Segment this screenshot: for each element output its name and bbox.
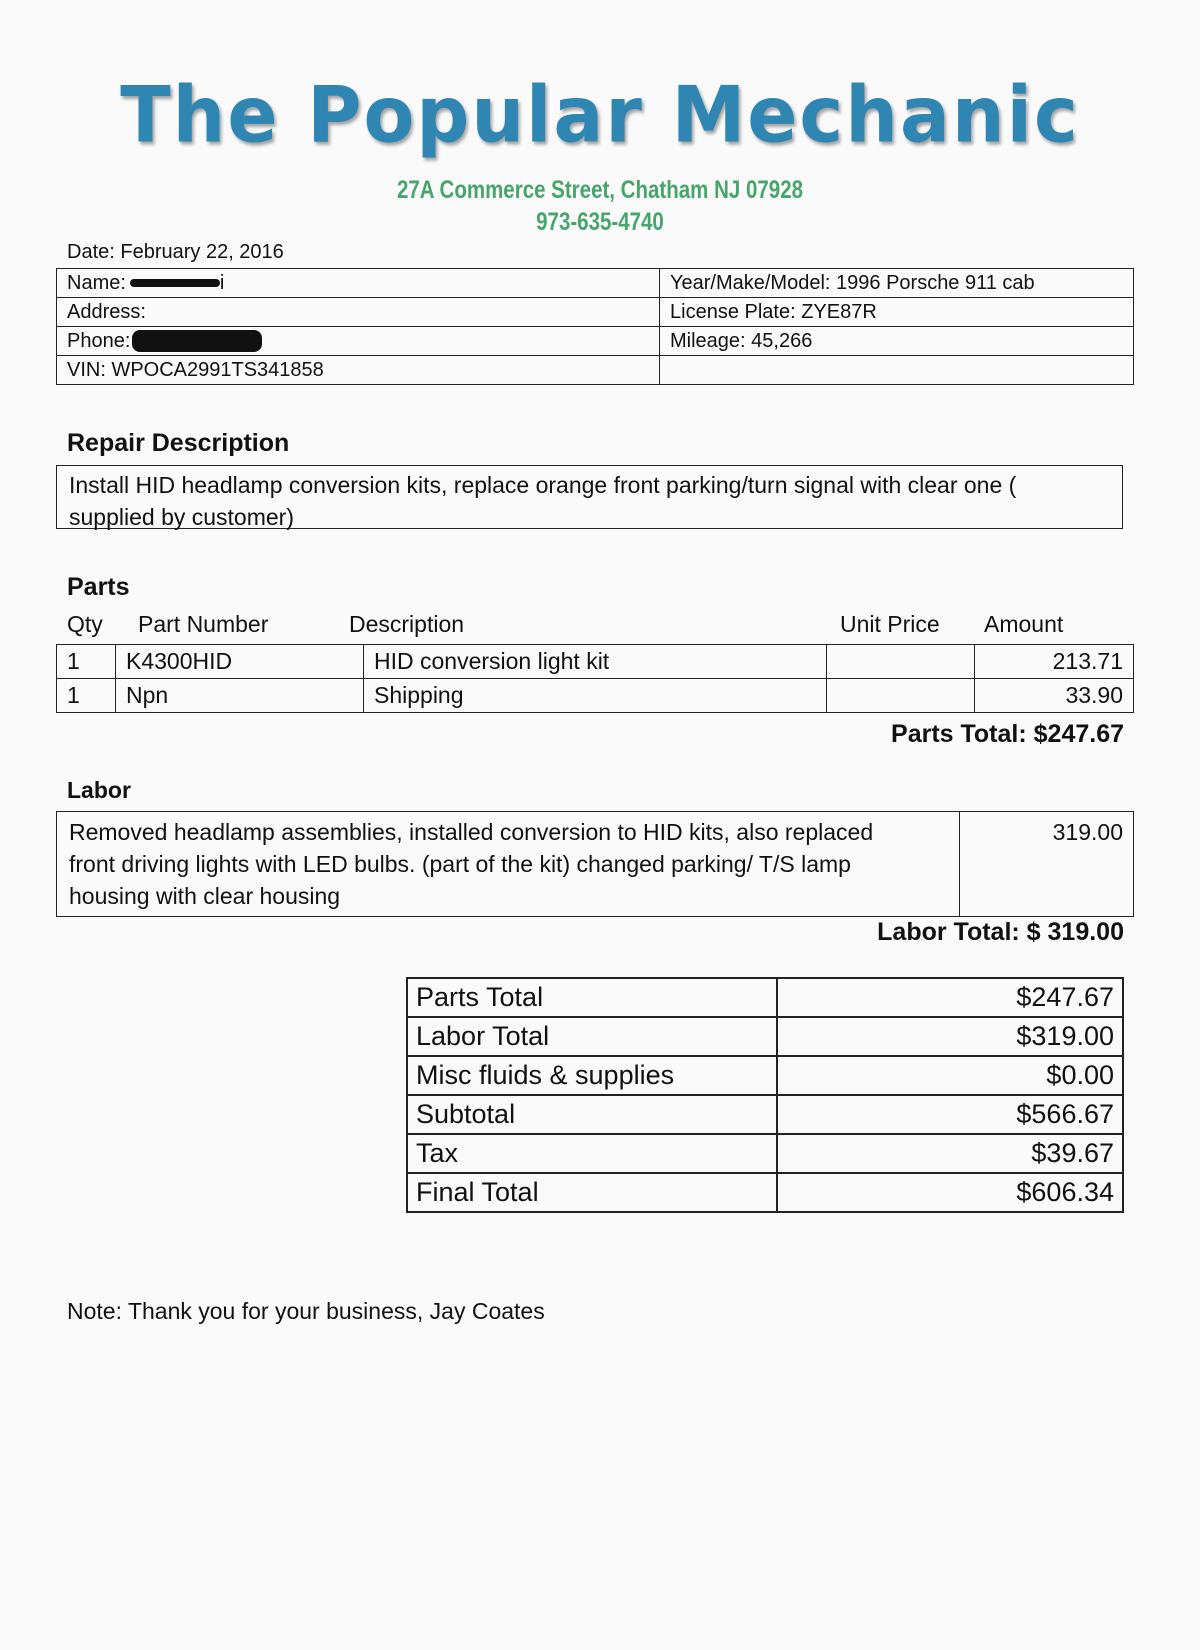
parts-header-description: Description bbox=[349, 611, 465, 637]
labor-amount: 319.00 bbox=[960, 812, 1134, 917]
repair-description-heading: Repair Description bbox=[67, 429, 290, 457]
part-qty: 1 bbox=[57, 679, 116, 713]
table-row bbox=[407, 978, 1123, 1017]
table-row bbox=[57, 645, 1134, 679]
table-row bbox=[407, 1095, 1123, 1134]
company-name: The Popular Mechanic bbox=[120, 69, 1080, 161]
labor-line-2: front driving lights with LED bulbs. (part of the kit) changed parking/ T/S lamp bbox=[69, 851, 851, 877]
redaction-mark bbox=[132, 330, 262, 352]
labor-line-1: Removed headlamp assemblies, installed conversion to HID kits, also replaced bbox=[69, 819, 874, 845]
table-row bbox=[407, 1173, 1123, 1212]
part-qty: 1 bbox=[57, 645, 116, 679]
address-cell: Address: bbox=[57, 298, 660, 327]
summary-value: $606.34 bbox=[777, 1173, 1123, 1212]
phone-cell bbox=[57, 327, 660, 356]
part-amount: 213.71 bbox=[975, 645, 1134, 679]
company-phone: 973-635-4740 bbox=[536, 208, 664, 236]
customer-name-cell bbox=[57, 269, 660, 298]
labor-heading: Labor bbox=[67, 777, 131, 803]
repair-line-2: supplied by customer) bbox=[69, 504, 294, 530]
table-row bbox=[407, 1134, 1123, 1173]
part-description: Shipping bbox=[364, 679, 827, 713]
summary-table bbox=[406, 977, 1124, 1213]
table-row bbox=[57, 356, 1134, 385]
labor-description bbox=[57, 812, 960, 917]
parts-total: Parts Total: $247.67 bbox=[891, 720, 1124, 748]
summary-label: Subtotal bbox=[407, 1095, 777, 1134]
summary-label: Tax bbox=[407, 1134, 777, 1173]
table-row bbox=[57, 679, 1134, 713]
table-row bbox=[57, 269, 1134, 298]
table-row bbox=[57, 812, 1134, 917]
part-amount: 33.90 bbox=[975, 679, 1134, 713]
parts-header-qty: Qty bbox=[67, 611, 103, 637]
part-number: Npn bbox=[116, 679, 364, 713]
summary-value: $566.67 bbox=[777, 1095, 1123, 1134]
summary-label: Parts Total bbox=[407, 978, 777, 1017]
summary-value: $0.00 bbox=[777, 1056, 1123, 1095]
repair-line-1: Install HID headlamp conversion kits, replace orange front parking/turn signal with clear one ( bbox=[69, 472, 1017, 498]
table-row bbox=[57, 327, 1134, 356]
table-row bbox=[57, 298, 1134, 327]
summary-value: $39.67 bbox=[777, 1134, 1123, 1173]
name-visible-suffix: i bbox=[219, 271, 225, 294]
phone-label: Phone: bbox=[67, 329, 131, 352]
parts-heading: Parts bbox=[67, 573, 130, 601]
table-row bbox=[407, 1056, 1123, 1095]
part-unit-price bbox=[827, 645, 975, 679]
parts-header-part-number: Part Number bbox=[138, 611, 269, 637]
part-number: K4300HID bbox=[116, 645, 364, 679]
parts-header-amount: Amount bbox=[984, 611, 1064, 637]
invoice-date: Date: February 22, 2016 bbox=[67, 241, 284, 263]
summary-label: Misc fluids & supplies bbox=[407, 1056, 777, 1095]
part-description: HID conversion light kit bbox=[364, 645, 827, 679]
empty-cell bbox=[660, 356, 1134, 385]
thank-you-note: Note: Thank you for your business, Jay Coates bbox=[67, 1298, 545, 1324]
mileage-cell: Mileage: 45,266 bbox=[660, 327, 1134, 356]
redaction-mark bbox=[130, 279, 220, 287]
summary-label: Labor Total bbox=[407, 1017, 777, 1056]
license-plate-cell: License Plate: ZYE87R bbox=[660, 298, 1134, 327]
labor-total: Labor Total: $ 319.00 bbox=[877, 918, 1124, 946]
vin-cell: VIN: WPOCA2991TS341858 bbox=[57, 356, 660, 385]
table-row bbox=[407, 1017, 1123, 1056]
summary-value: $319.00 bbox=[777, 1017, 1123, 1056]
summary-value: $247.67 bbox=[777, 978, 1123, 1017]
labor-table bbox=[56, 811, 1134, 917]
name-label: Name: bbox=[67, 271, 126, 294]
part-unit-price bbox=[827, 679, 975, 713]
parts-table bbox=[56, 644, 1134, 713]
parts-header-unit-price: Unit Price bbox=[840, 611, 940, 637]
repair-description-box bbox=[56, 465, 1123, 529]
labor-line-3: housing with clear housing bbox=[69, 883, 341, 909]
vehicle-cell: Year/Make/Model: 1996 Porsche 911 cab bbox=[660, 269, 1134, 298]
summary-label: Final Total bbox=[407, 1173, 777, 1212]
company-address: 27A Commerce Street, Chatham NJ 07928 bbox=[396, 176, 804, 204]
customer-info-table bbox=[56, 268, 1134, 385]
